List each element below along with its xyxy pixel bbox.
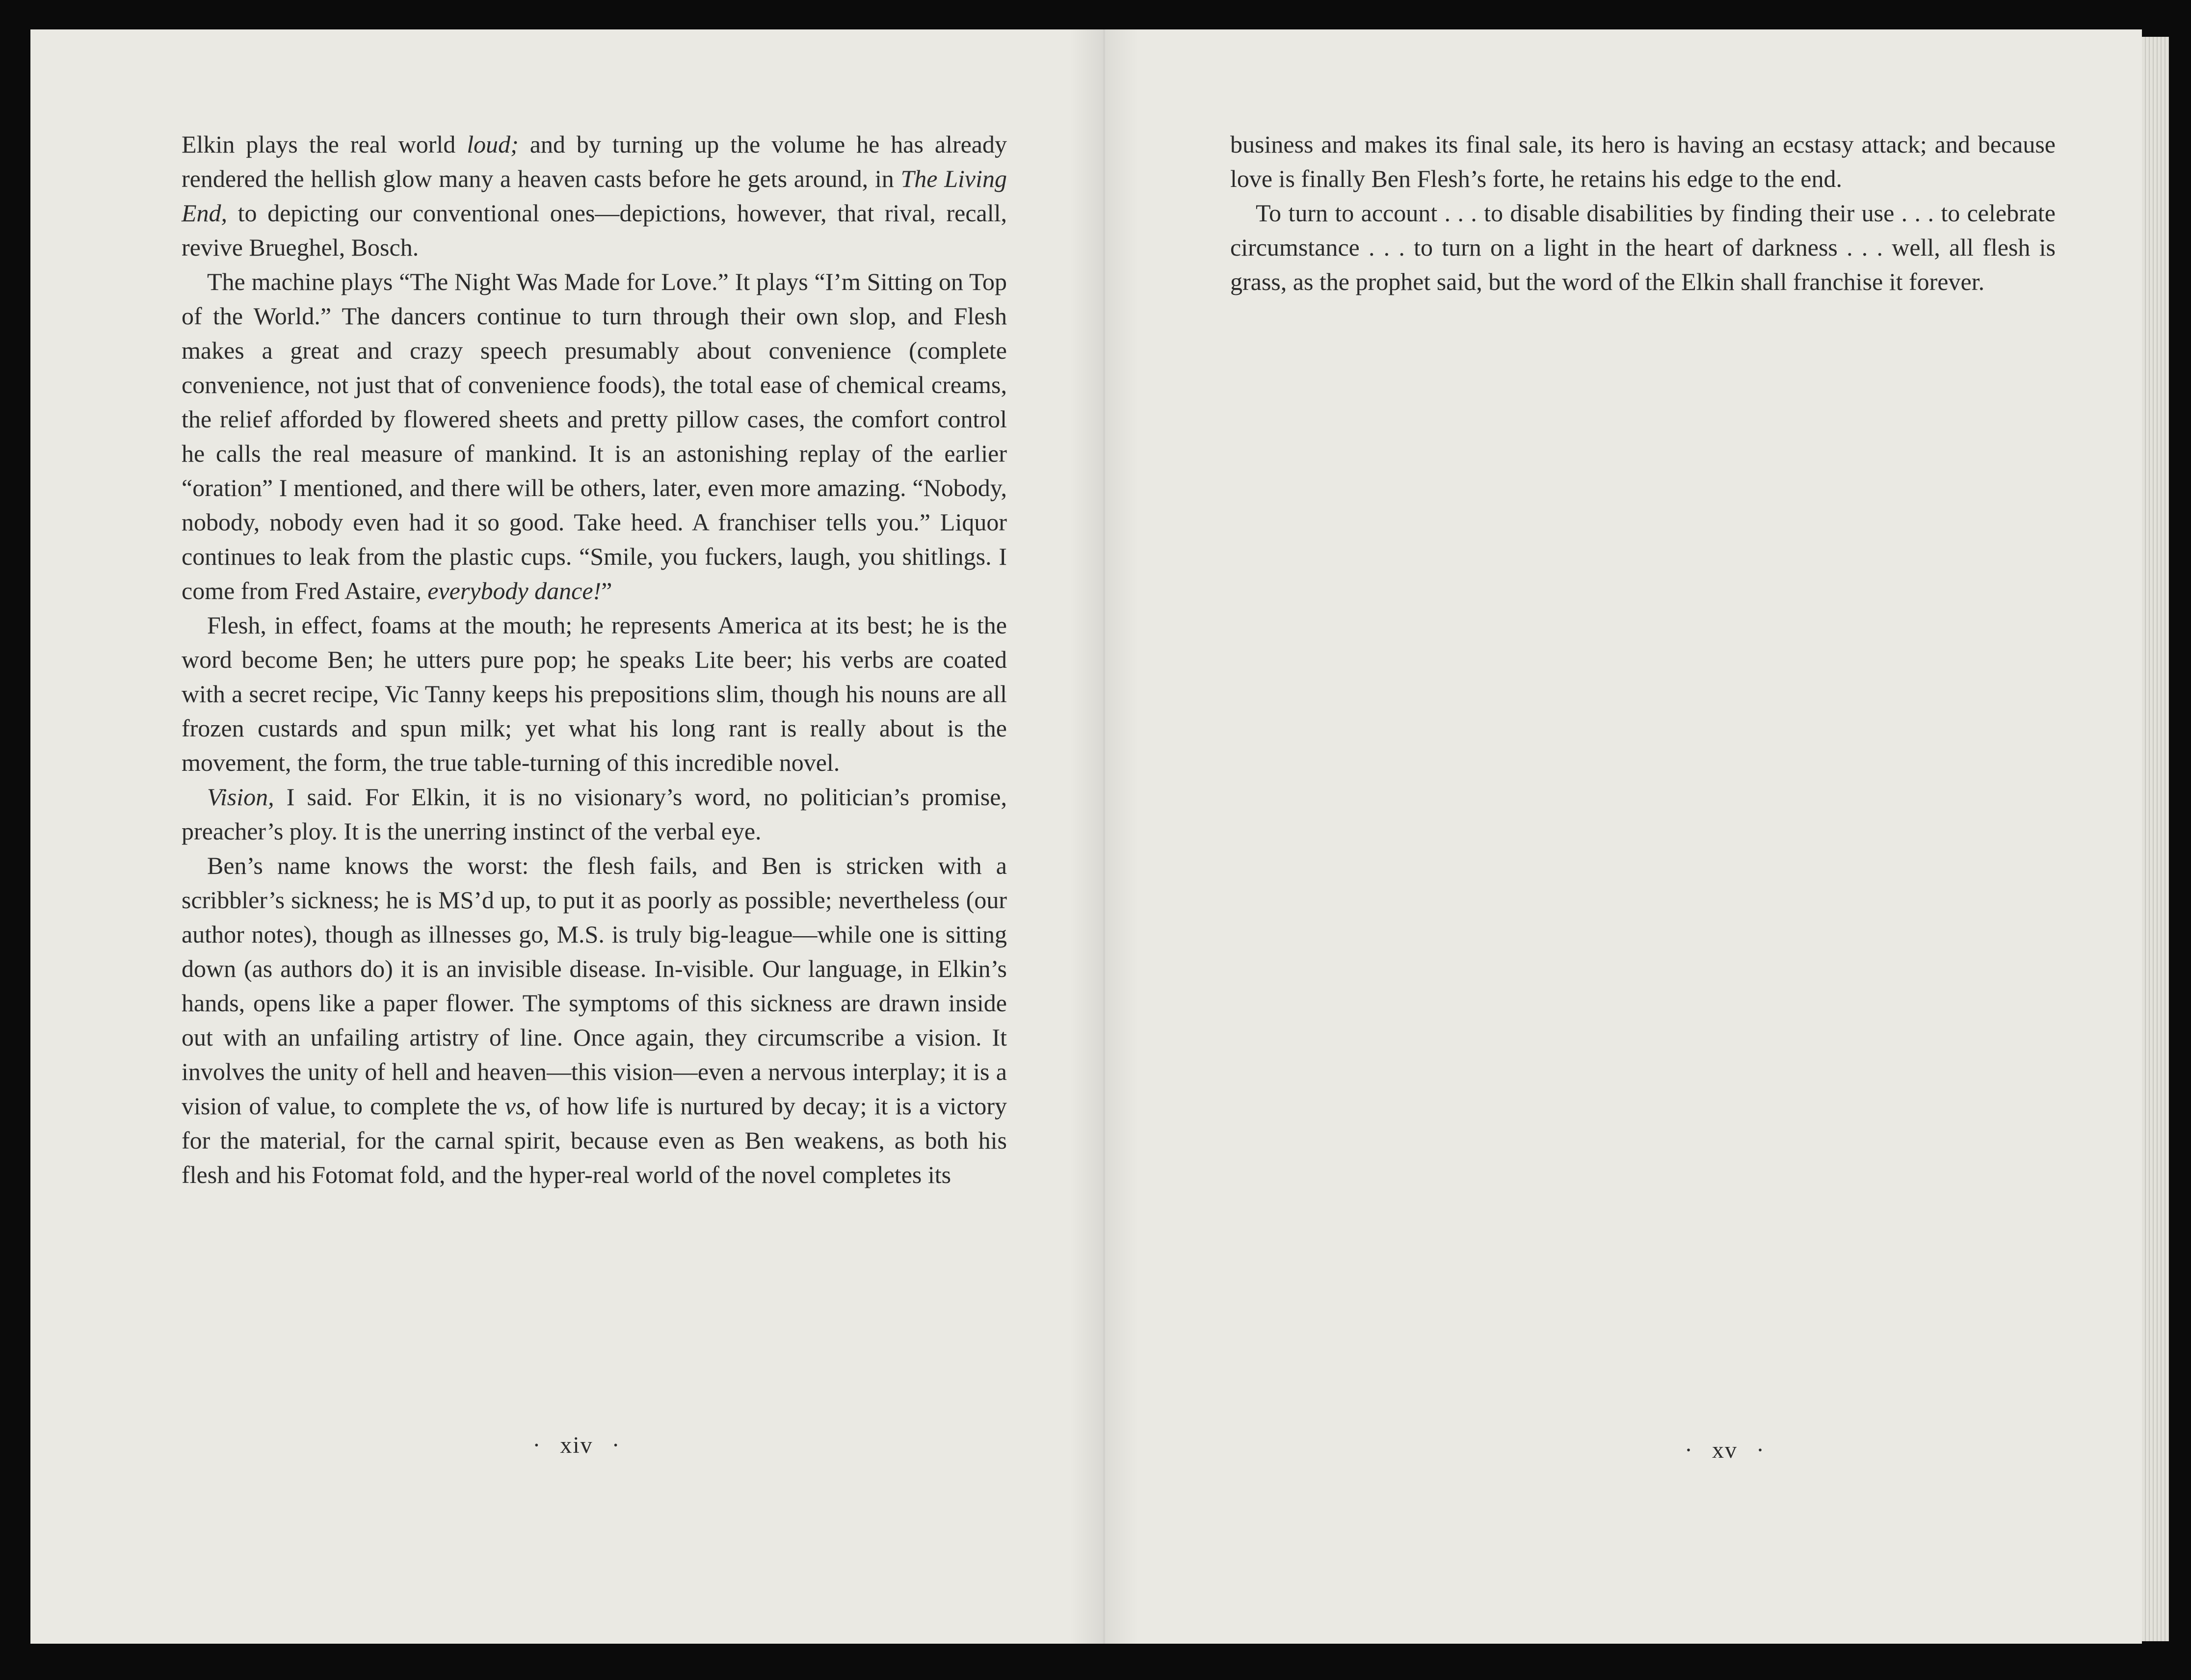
right-page-text	[1230, 127, 2056, 299]
right-page-number	[1627, 1437, 1823, 1464]
text-run: business and makes its final sale, its hero is having an ecstasy attack; and because love is finally Ben Flesh’s forte, he retains his edge to the end.	[1230, 131, 2056, 192]
paragraph	[182, 848, 1007, 1192]
text-run: Elkin plays the real world	[182, 131, 467, 158]
text-run: The machine plays “The Night Was Made for Love.” It plays “I’m Sitting on Top of the World.” The dancers continue to turn through their own slop, and Flesh makes a great and crazy speech presumably about convenience (complete convenience, not just that of convenience foods), the total ease of chemical creams, the relief afforded by flowered sheets and pretty pillow cases, the comfort control he calls the real measure of mankind. It is an astonishing replay of the earlier “oration” I mentioned, and there will be others, later, even more amazing. “Nobody, nobody, nobody even had it so good. Take heed. A franchiser tells you.” Liquor continues to leak from the plastic cups. “Smile, you fuckers, laugh, you shitlings. I come from Fred Astaire,	[182, 268, 1007, 604]
text-run: I said. For Elkin, it is no visionary’s word, no politician’s promise, preacher’s ploy. It is the unerring instinct of the verbal eye.	[182, 783, 1007, 845]
left-page-number	[478, 1432, 675, 1459]
folio-dot: ·	[1685, 1437, 1693, 1463]
folio-numeral: xiv	[560, 1432, 593, 1458]
folio-dot: ·	[611, 1432, 621, 1458]
folio-dot: ·	[532, 1432, 542, 1458]
paragraph	[1230, 196, 2056, 299]
page-edges	[2142, 37, 2169, 1641]
text-run: Ben’s name knows the worst: the flesh fails, and Ben is stricken with a scribbler’s sickness; he is MS’d up, to put it as poorly as possible; nevertheless (our author notes), though as illnesses go, M.S. is truly big-league—while one is sitting down (as authors do) it is an invisible disease. In-visible. Our language, in Elkin’s hands, opens like a paper flower. The symptoms of this sickness are drawn inside out with an unfailing artistry of line. Once again, they circumscribe a vision. It involves the unity of hell and heaven—this vision—even a nervous interplay; it is a vision of value, to complete the	[182, 852, 1007, 1120]
text-run: to depicting our conventional ones—depictions, however, that rival, recall, revive Brueghel, Bosch.	[182, 199, 1007, 261]
folio-dot: ·	[1756, 1437, 1765, 1463]
paragraph	[182, 608, 1007, 780]
text-run: of how life is nurtured by decay; it is a victory for the material, for the carnal spirit, because even as Ben weakens, as both his flesh and his Fotomat fold, and the hyper-real world of the novel completes its	[182, 1092, 1007, 1188]
paragraph	[182, 264, 1007, 608]
left-page	[30, 29, 1106, 1644]
right-page	[1102, 29, 2142, 1644]
italic-text: loud;	[467, 131, 519, 158]
paragraph	[182, 780, 1007, 848]
text-run: To turn to account . . . to disable disabilities by finding their use . . . to celebrate circumstance . . . to turn on a light in the heart of darkness . . . well, all flesh is grass, as the prophet said, but the word of the Elkin shall franchise it forever.	[1230, 199, 2056, 295]
text-run: ”	[601, 577, 612, 604]
paragraph	[182, 127, 1007, 264]
italic-text: everybody dance!	[427, 577, 602, 604]
text-run: and by turning up the volume he has already rendered the hellish glow many a heaven casts before he gets around, in	[182, 131, 1007, 192]
italic-text: vs,	[504, 1092, 531, 1120]
folio-numeral: xv	[1712, 1437, 1738, 1463]
text-run: Flesh, in effect, foams at the mouth; he represents America at its best; he is the word become Ben; he utters pure pop; he speaks Lite beer; his verbs are coated with a secret recipe, Vic Tanny keeps his prepositions slim, though his nouns are all frozen custards and spun milk; yet what his long rant is really about is the movement, the form, the true table-turning of this incredible novel.	[182, 611, 1007, 776]
left-page-text	[182, 127, 1007, 1192]
paragraph	[1230, 127, 2056, 196]
italic-text: The Living End,	[182, 165, 1007, 227]
italic-text: Vision,	[207, 783, 274, 811]
